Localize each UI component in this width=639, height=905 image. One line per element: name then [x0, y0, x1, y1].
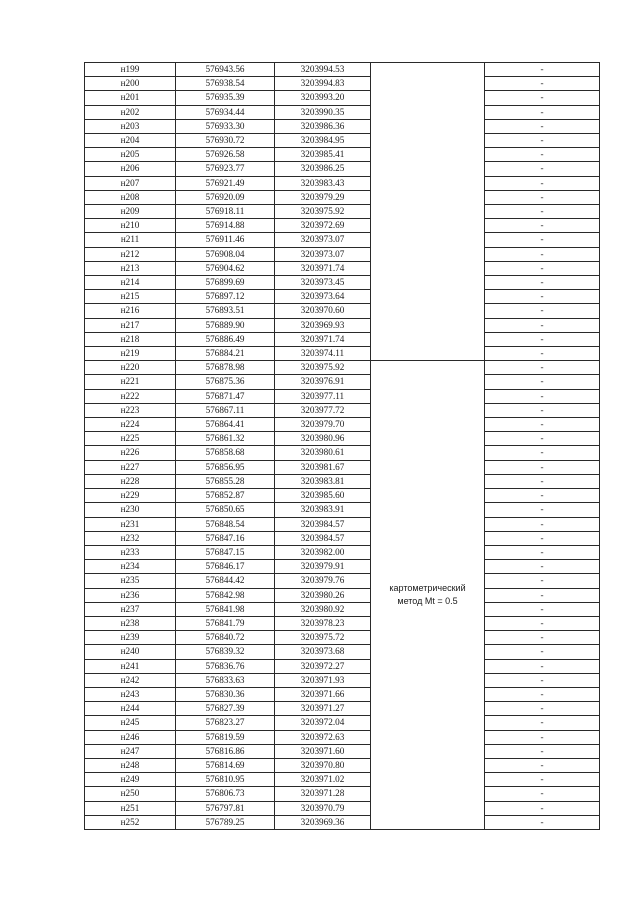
point-id-cell: н233: [85, 545, 176, 559]
point-id-cell: н248: [85, 758, 176, 772]
y-coordinate-cell: 3203976.91: [275, 375, 371, 389]
y-coordinate-cell: 3203972.63: [275, 730, 371, 744]
point-id-cell: н212: [85, 247, 176, 261]
x-coordinate-cell: 576836.76: [176, 659, 275, 673]
accuracy-dash-cell: -: [485, 276, 600, 290]
x-coordinate-cell: 576908.04: [176, 247, 275, 261]
x-coordinate-cell: 576846.17: [176, 560, 275, 574]
accuracy-dash-cell: -: [485, 418, 600, 432]
method-cell-block-2: [371, 361, 485, 830]
table-row: [85, 375, 600, 389]
point-id-cell: н202: [85, 105, 176, 119]
x-coordinate-cell: 576819.59: [176, 730, 275, 744]
accuracy-dash-cell: -: [485, 531, 600, 545]
x-coordinate-cell: 576855.28: [176, 474, 275, 488]
accuracy-dash-cell: -: [485, 602, 600, 616]
point-id-cell: н214: [85, 276, 176, 290]
method-cell-block-1: [371, 63, 485, 361]
point-id-cell: н240: [85, 645, 176, 659]
accuracy-dash-cell: -: [485, 105, 600, 119]
table-row: [85, 758, 600, 772]
point-id-cell: н222: [85, 389, 176, 403]
point-id-cell: н217: [85, 318, 176, 332]
table-row: [85, 347, 600, 361]
x-coordinate-cell: 576847.16: [176, 531, 275, 545]
table-row: [85, 276, 600, 290]
table-row: [85, 531, 600, 545]
accuracy-dash-cell: -: [485, 347, 600, 361]
y-coordinate-cell: 3203973.64: [275, 290, 371, 304]
point-id-cell: н245: [85, 716, 176, 730]
y-coordinate-cell: 3203980.96: [275, 432, 371, 446]
x-coordinate-cell: 576841.98: [176, 602, 275, 616]
accuracy-dash-cell: -: [485, 517, 600, 531]
y-coordinate-cell: 3203970.79: [275, 801, 371, 815]
table-row: [85, 545, 600, 559]
y-coordinate-cell: 3203972.69: [275, 219, 371, 233]
y-coordinate-cell: 3203971.66: [275, 687, 371, 701]
point-id-cell: н230: [85, 503, 176, 517]
table-row: [85, 773, 600, 787]
y-coordinate-cell: 3203983.81: [275, 474, 371, 488]
x-coordinate-cell: 576893.51: [176, 304, 275, 318]
y-coordinate-cell: 3203973.68: [275, 645, 371, 659]
point-id-cell: н228: [85, 474, 176, 488]
table-row: [85, 403, 600, 417]
x-coordinate-cell: 576884.21: [176, 347, 275, 361]
point-id-cell: н229: [85, 489, 176, 503]
y-coordinate-cell: 3203993.20: [275, 91, 371, 105]
x-coordinate-cell: 576904.62: [176, 261, 275, 275]
table-row: [85, 702, 600, 716]
y-coordinate-cell: 3203978.23: [275, 616, 371, 630]
table-row: [85, 190, 600, 204]
table-row: [85, 318, 600, 332]
x-coordinate-cell: 576889.90: [176, 318, 275, 332]
point-id-cell: н241: [85, 659, 176, 673]
y-coordinate-cell: 3203969.36: [275, 815, 371, 829]
point-id-cell: н251: [85, 801, 176, 815]
accuracy-dash-cell: -: [485, 503, 600, 517]
table-row: [85, 418, 600, 432]
accuracy-dash-cell: -: [485, 773, 600, 787]
point-id-cell: н238: [85, 616, 176, 630]
x-coordinate-cell: 576814.69: [176, 758, 275, 772]
accuracy-dash-cell: -: [485, 162, 600, 176]
accuracy-dash-cell: -: [485, 744, 600, 758]
x-coordinate-cell: 576918.11: [176, 205, 275, 219]
point-id-cell: н247: [85, 744, 176, 758]
y-coordinate-cell: 3203971.60: [275, 744, 371, 758]
point-id-cell: н218: [85, 332, 176, 346]
point-id-cell: н215: [85, 290, 176, 304]
x-coordinate-cell: 576899.69: [176, 276, 275, 290]
table-row: [85, 631, 600, 645]
table-row: [85, 219, 600, 233]
x-coordinate-cell: 576816.86: [176, 744, 275, 758]
y-coordinate-cell: 3203975.92: [275, 205, 371, 219]
point-id-cell: н236: [85, 588, 176, 602]
point-id-cell: н246: [85, 730, 176, 744]
accuracy-dash-cell: -: [485, 616, 600, 630]
table-row: [85, 460, 600, 474]
y-coordinate-cell: 3203973.07: [275, 247, 371, 261]
x-coordinate-cell: 576852.87: [176, 489, 275, 503]
point-id-cell: н250: [85, 787, 176, 801]
method-label-line-2: метод Mt = 0.5: [397, 596, 458, 607]
y-coordinate-cell: 3203982.00: [275, 545, 371, 559]
y-coordinate-cell: 3203990.35: [275, 105, 371, 119]
y-coordinate-cell: 3203986.36: [275, 119, 371, 133]
accuracy-dash-cell: -: [485, 659, 600, 673]
y-coordinate-cell: 3203970.60: [275, 304, 371, 318]
x-coordinate-cell: 576933.30: [176, 119, 275, 133]
y-coordinate-cell: 3203984.57: [275, 517, 371, 531]
x-coordinate-cell: 576938.54: [176, 77, 275, 91]
table-row: [85, 77, 600, 91]
accuracy-dash-cell: -: [485, 730, 600, 744]
accuracy-dash-cell: -: [485, 318, 600, 332]
table-row: [85, 730, 600, 744]
x-coordinate-cell: 576850.65: [176, 503, 275, 517]
x-coordinate-cell: 576810.95: [176, 773, 275, 787]
table-row: [85, 815, 600, 829]
x-coordinate-cell: 576943.56: [176, 63, 275, 77]
accuracy-dash-cell: -: [485, 77, 600, 91]
table-row: [85, 602, 600, 616]
x-coordinate-cell: 576911.46: [176, 233, 275, 247]
accuracy-dash-cell: -: [485, 205, 600, 219]
y-coordinate-cell: 3203973.45: [275, 276, 371, 290]
y-coordinate-cell: 3203994.83: [275, 77, 371, 91]
x-coordinate-cell: 576921.49: [176, 176, 275, 190]
point-id-cell: н231: [85, 517, 176, 531]
x-coordinate-cell: 576789.25: [176, 815, 275, 829]
y-coordinate-cell: 3203980.26: [275, 588, 371, 602]
x-coordinate-cell: 576827.39: [176, 702, 275, 716]
table-row: [85, 91, 600, 105]
table-row: [85, 148, 600, 162]
x-coordinate-cell: 576914.88: [176, 219, 275, 233]
table-row: [85, 489, 600, 503]
y-coordinate-cell: 3203980.92: [275, 602, 371, 616]
point-id-cell: н223: [85, 403, 176, 417]
x-coordinate-cell: 576856.95: [176, 460, 275, 474]
y-coordinate-cell: 3203969.93: [275, 318, 371, 332]
accuracy-dash-cell: -: [485, 631, 600, 645]
accuracy-dash-cell: -: [485, 545, 600, 559]
point-id-cell: н226: [85, 446, 176, 460]
table-row: [85, 659, 600, 673]
accuracy-dash-cell: -: [485, 758, 600, 772]
y-coordinate-cell: 3203983.43: [275, 176, 371, 190]
table-row: [85, 801, 600, 815]
table-row: [85, 687, 600, 701]
table-row: [85, 247, 600, 261]
x-coordinate-cell: 576833.63: [176, 673, 275, 687]
table-row: [85, 744, 600, 758]
y-coordinate-cell: 3203972.27: [275, 659, 371, 673]
table-row: [85, 574, 600, 588]
accuracy-dash-cell: -: [485, 176, 600, 190]
accuracy-dash-cell: -: [485, 63, 600, 77]
table-row: [85, 588, 600, 602]
point-id-cell: н249: [85, 773, 176, 787]
point-id-cell: н211: [85, 233, 176, 247]
y-coordinate-cell: 3203972.04: [275, 716, 371, 730]
accuracy-dash-cell: -: [485, 801, 600, 815]
x-coordinate-cell: 576864.41: [176, 418, 275, 432]
y-coordinate-cell: 3203971.93: [275, 673, 371, 687]
x-coordinate-cell: 576848.54: [176, 517, 275, 531]
method-label-line-1: картометрический: [389, 582, 466, 593]
x-coordinate-cell: 576897.12: [176, 290, 275, 304]
x-coordinate-cell: 576840.72: [176, 631, 275, 645]
table-row: [85, 645, 600, 659]
point-id-cell: н213: [85, 261, 176, 275]
y-coordinate-cell: 3203984.95: [275, 134, 371, 148]
point-id-cell: н206: [85, 162, 176, 176]
x-coordinate-cell: 576886.49: [176, 332, 275, 346]
accuracy-dash-cell: -: [485, 332, 600, 346]
point-id-cell: н237: [85, 602, 176, 616]
point-id-cell: н244: [85, 702, 176, 716]
accuracy-dash-cell: -: [485, 687, 600, 701]
accuracy-dash-cell: -: [485, 233, 600, 247]
point-id-cell: н207: [85, 176, 176, 190]
x-coordinate-cell: 576797.81: [176, 801, 275, 815]
y-coordinate-cell: 3203980.61: [275, 446, 371, 460]
accuracy-dash-cell: -: [485, 489, 600, 503]
point-id-cell: н216: [85, 304, 176, 318]
x-coordinate-cell: 576875.36: [176, 375, 275, 389]
x-coordinate-cell: 576842.98: [176, 588, 275, 602]
accuracy-dash-cell: -: [485, 389, 600, 403]
table-row: [85, 105, 600, 119]
x-coordinate-cell: 576934.44: [176, 105, 275, 119]
x-coordinate-cell: 576930.72: [176, 134, 275, 148]
point-id-cell: н209: [85, 205, 176, 219]
x-coordinate-cell: 576867.11: [176, 403, 275, 417]
accuracy-dash-cell: -: [485, 474, 600, 488]
y-coordinate-cell: 3203994.53: [275, 63, 371, 77]
y-coordinate-cell: 3203975.72: [275, 631, 371, 645]
accuracy-dash-cell: -: [485, 190, 600, 204]
accuracy-dash-cell: -: [485, 588, 600, 602]
x-coordinate-cell: 576844.42: [176, 574, 275, 588]
table-row: [85, 517, 600, 531]
table-row: [85, 673, 600, 687]
x-coordinate-cell: 576923.77: [176, 162, 275, 176]
table-row: [85, 361, 600, 375]
x-coordinate-cell: 576839.32: [176, 645, 275, 659]
point-id-cell: н199: [85, 63, 176, 77]
point-id-cell: н239: [85, 631, 176, 645]
table-row: [85, 332, 600, 346]
point-id-cell: н210: [85, 219, 176, 233]
x-coordinate-cell: 576878.98: [176, 361, 275, 375]
accuracy-dash-cell: -: [485, 645, 600, 659]
y-coordinate-cell: 3203983.91: [275, 503, 371, 517]
accuracy-dash-cell: -: [485, 148, 600, 162]
accuracy-dash-cell: -: [485, 673, 600, 687]
point-id-cell: н252: [85, 815, 176, 829]
accuracy-dash-cell: -: [485, 403, 600, 417]
x-coordinate-cell: 576830.36: [176, 687, 275, 701]
accuracy-dash-cell: -: [485, 91, 600, 105]
y-coordinate-cell: 3203977.72: [275, 403, 371, 417]
coordinates-table: [84, 62, 600, 830]
y-coordinate-cell: 3203979.76: [275, 574, 371, 588]
y-coordinate-cell: 3203986.25: [275, 162, 371, 176]
y-coordinate-cell: 3203971.02: [275, 773, 371, 787]
y-coordinate-cell: 3203977.11: [275, 389, 371, 403]
y-coordinate-cell: 3203971.74: [275, 261, 371, 275]
table-row: [85, 446, 600, 460]
point-id-cell: н203: [85, 119, 176, 133]
table-row: [85, 176, 600, 190]
accuracy-dash-cell: -: [485, 247, 600, 261]
accuracy-dash-cell: -: [485, 219, 600, 233]
table-row: [85, 162, 600, 176]
table-row: [85, 233, 600, 247]
y-coordinate-cell: 3203970.80: [275, 758, 371, 772]
point-id-cell: н204: [85, 134, 176, 148]
y-coordinate-cell: 3203971.28: [275, 787, 371, 801]
x-coordinate-cell: 576920.09: [176, 190, 275, 204]
table-row: [85, 560, 600, 574]
y-coordinate-cell: 3203971.74: [275, 332, 371, 346]
accuracy-dash-cell: -: [485, 716, 600, 730]
y-coordinate-cell: 3203985.60: [275, 489, 371, 503]
accuracy-dash-cell: -: [485, 134, 600, 148]
y-coordinate-cell: 3203973.07: [275, 233, 371, 247]
table-row: [85, 63, 600, 77]
x-coordinate-cell: 576926.58: [176, 148, 275, 162]
accuracy-dash-cell: -: [485, 446, 600, 460]
y-coordinate-cell: 3203981.67: [275, 460, 371, 474]
point-id-cell: н242: [85, 673, 176, 687]
accuracy-dash-cell: -: [485, 702, 600, 716]
table-row: [85, 205, 600, 219]
table-row: [85, 134, 600, 148]
accuracy-dash-cell: -: [485, 304, 600, 318]
accuracy-dash-cell: -: [485, 361, 600, 375]
accuracy-dash-cell: -: [485, 560, 600, 574]
x-coordinate-cell: 576806.73: [176, 787, 275, 801]
y-coordinate-cell: 3203975.92: [275, 361, 371, 375]
accuracy-dash-cell: -: [485, 815, 600, 829]
table-row: [85, 389, 600, 403]
point-id-cell: н220: [85, 361, 176, 375]
accuracy-dash-cell: -: [485, 261, 600, 275]
point-id-cell: н232: [85, 531, 176, 545]
table-row: [85, 119, 600, 133]
point-id-cell: н200: [85, 77, 176, 91]
point-id-cell: н205: [85, 148, 176, 162]
y-coordinate-cell: 3203979.70: [275, 418, 371, 432]
accuracy-dash-cell: -: [485, 375, 600, 389]
y-coordinate-cell: 3203974.11: [275, 347, 371, 361]
table-row: [85, 290, 600, 304]
point-id-cell: н221: [85, 375, 176, 389]
y-coordinate-cell: 3203971.27: [275, 702, 371, 716]
table-row: [85, 787, 600, 801]
point-id-cell: н234: [85, 560, 176, 574]
point-id-cell: н235: [85, 574, 176, 588]
table-row: [85, 432, 600, 446]
x-coordinate-cell: 576847.15: [176, 545, 275, 559]
y-coordinate-cell: 3203979.91: [275, 560, 371, 574]
x-coordinate-cell: 576935.39: [176, 91, 275, 105]
accuracy-dash-cell: -: [485, 460, 600, 474]
table-row: [85, 503, 600, 517]
x-coordinate-cell: 576858.68: [176, 446, 275, 460]
accuracy-dash-cell: -: [485, 574, 600, 588]
point-id-cell: н225: [85, 432, 176, 446]
point-id-cell: н201: [85, 91, 176, 105]
coordinates-table-body: [85, 63, 600, 830]
y-coordinate-cell: 3203985.41: [275, 148, 371, 162]
y-coordinate-cell: 3203984.57: [275, 531, 371, 545]
accuracy-dash-cell: -: [485, 432, 600, 446]
table-row: [85, 304, 600, 318]
accuracy-dash-cell: -: [485, 290, 600, 304]
table-row: [85, 616, 600, 630]
accuracy-dash-cell: -: [485, 787, 600, 801]
accuracy-dash-cell: -: [485, 119, 600, 133]
table-row: [85, 261, 600, 275]
point-id-cell: н224: [85, 418, 176, 432]
x-coordinate-cell: 576841.79: [176, 616, 275, 630]
x-coordinate-cell: 576823.27: [176, 716, 275, 730]
point-id-cell: н227: [85, 460, 176, 474]
table-row: [85, 716, 600, 730]
point-id-cell: н219: [85, 347, 176, 361]
table-row: [85, 474, 600, 488]
x-coordinate-cell: 576871.47: [176, 389, 275, 403]
y-coordinate-cell: 3203979.29: [275, 190, 371, 204]
point-id-cell: н243: [85, 687, 176, 701]
x-coordinate-cell: 576861.32: [176, 432, 275, 446]
point-id-cell: н208: [85, 190, 176, 204]
